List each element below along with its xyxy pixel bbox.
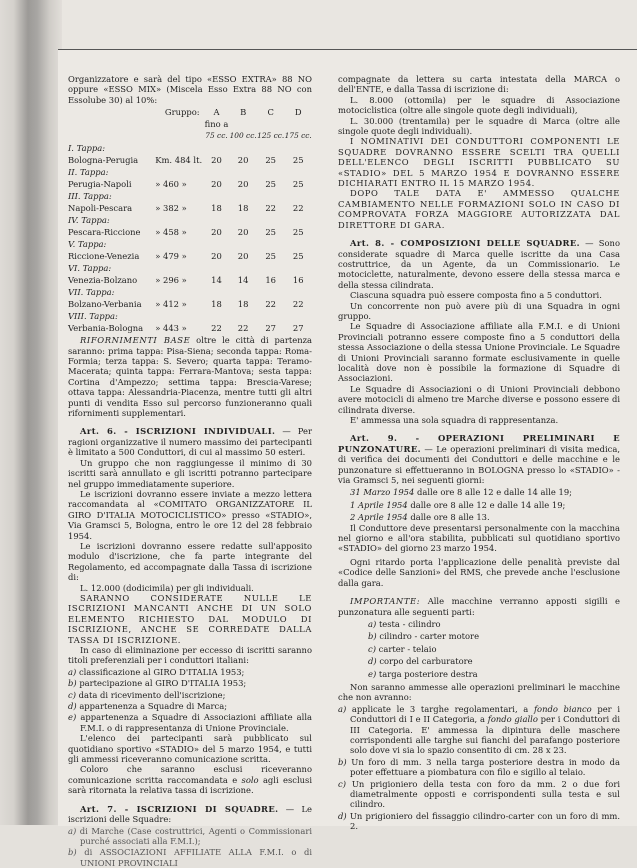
stage-label-row bbox=[68, 238, 312, 250]
km-unit: lt. bbox=[193, 155, 203, 166]
km-prefix: » bbox=[155, 203, 161, 214]
stage-distance bbox=[155, 226, 203, 238]
class-a: 75 cc. bbox=[205, 131, 228, 141]
stage-row bbox=[68, 154, 312, 166]
requirements-list bbox=[338, 704, 620, 832]
art7-title: Art. 7. - ISCRIZIONI DI SQUADRE. bbox=[80, 803, 279, 814]
fuel-liters: 20 bbox=[237, 251, 249, 262]
fuel-liters: 18 bbox=[211, 299, 222, 310]
fuel-intro: Organizzatore e sarà del tipo «ESSO EXTRA» 88 NO oppure «ESSO MIX» (Miscela Esso Extra 88 NO con Essolube 30) al 10%: bbox=[68, 74, 312, 105]
list-marker: a) bbox=[338, 703, 347, 714]
art8-heading bbox=[338, 238, 620, 290]
list-text: carter - telaio bbox=[378, 643, 437, 654]
stage-label-row bbox=[68, 166, 312, 178]
stage-route: Bolzano-Verbania bbox=[68, 299, 142, 310]
list-marker: c) bbox=[338, 778, 346, 789]
art6-p6: L'elenco dei partecipanti sarà pubblicato sul quotidiano sportivo «STADIO» del 5 marzo 1954, e tutti gli ammessi riceveranno comunicazione scritta. bbox=[68, 733, 312, 765]
list-text: Un prigioniero della testa con foro da mm. 2 o due fori diametralmente opposti e corrispondenti sulla testa e sul cilindro. bbox=[350, 778, 620, 810]
list-item bbox=[338, 669, 620, 679]
stage-distance bbox=[155, 202, 203, 214]
list-text: classificazione al GIRO D'ITALIA 1953; bbox=[78, 666, 245, 677]
km-prefix: » bbox=[155, 179, 161, 190]
rifornimenti-title: RIFORNIMENTI BASE bbox=[80, 335, 191, 346]
art9-title: Art. 9. - OPERAZIONI PRELIMINARI E PUNZONATURE. bbox=[338, 433, 620, 454]
stage-row bbox=[68, 250, 312, 262]
class-b: 100 cc. bbox=[229, 131, 257, 141]
fee-marca: L. 30.000 (trentamila) per le squadre di Marca (oltre alle singole quote degli individuali). bbox=[338, 115, 620, 137]
stage-row bbox=[68, 298, 312, 310]
list-item bbox=[68, 667, 312, 677]
stage-label: I. Tappa: bbox=[68, 143, 106, 154]
stage-distance bbox=[155, 154, 203, 166]
stage-distance bbox=[155, 250, 203, 262]
date-line bbox=[350, 500, 620, 510]
list-item bbox=[68, 690, 312, 700]
list-text: di ASSOCIAZIONI AFFILIATE ALLA F.M.I. o di UNIONI PROVINCIALI bbox=[80, 847, 312, 868]
list-text: corpo del carburatore bbox=[379, 656, 473, 667]
list-item bbox=[338, 631, 620, 641]
list-text: per i Conduttori di I e II Categoria, a bbox=[350, 703, 620, 725]
book-gutter-shadow bbox=[0, 0, 62, 825]
stage-label: V. Tappa: bbox=[68, 239, 107, 250]
fuel-liters: 25 bbox=[292, 155, 304, 166]
stage-route: Riccione-Venezia bbox=[68, 251, 140, 262]
km-unit: » bbox=[181, 251, 187, 262]
art6-preference-list bbox=[68, 667, 312, 733]
list-item bbox=[68, 712, 312, 733]
date-hours: dalle ore 8 alle 12 e dalle 14 alle 19; bbox=[407, 499, 566, 510]
rifornimenti-paragraph bbox=[68, 335, 312, 418]
art6-p7-italic: solo bbox=[241, 774, 259, 785]
stage-row bbox=[68, 274, 312, 286]
art9-dates bbox=[338, 487, 620, 522]
class-d: 175 cc. bbox=[284, 131, 312, 141]
fuel-table-classes bbox=[68, 130, 312, 142]
date-hours: dalle ore 8 alle 12 e dalle 14 alle 19; bbox=[414, 487, 572, 498]
date: 2 Aprile 1954 bbox=[350, 512, 408, 523]
stage-distance bbox=[155, 178, 203, 190]
km-unit: » bbox=[181, 323, 187, 334]
art6-p5: In caso di eliminazione per eccesso di iscritti saranno titoli preferenziali per i conduttori italiani: bbox=[68, 645, 312, 666]
stage-label-row bbox=[68, 310, 312, 322]
km-unit: » bbox=[181, 179, 187, 190]
fuel-liters: 25 bbox=[292, 251, 304, 262]
list-marker: e) bbox=[368, 668, 377, 679]
fuel-liters: 25 bbox=[265, 251, 276, 262]
fuel-liters: 22 bbox=[265, 203, 276, 214]
list-item bbox=[338, 779, 620, 810]
art6-p7-b: agli esclusi sarà ritornata la relativa tassa di iscrizione. bbox=[68, 774, 312, 796]
km-value: 460 bbox=[162, 179, 179, 190]
list-item bbox=[338, 656, 620, 666]
stage-row bbox=[68, 202, 312, 214]
stage-label-row bbox=[68, 142, 312, 154]
list-item bbox=[68, 701, 312, 711]
list-marker: b) bbox=[68, 678, 77, 689]
fuel-liters: 18 bbox=[237, 203, 249, 214]
art9-p1: — Le operazioni preliminari di visita medica, di verifica dei documenti dei Conduttori e delle macchine e le punzonature si effettueranno in BOLOGNA presso lo «STADIO» - via Gramsci 5, nei seguenti giorni: bbox=[338, 443, 620, 486]
list-marker: e) bbox=[68, 712, 77, 723]
nominativi-notice: I NOMINATIVI DEI CONDUTTORI COMPONENTI LE SQUADRE DOVRANNO ESSERE SCELTI TRA QUELLI DELL'ELENCO DEGLI ISCRITTI PUBBLICATO SU «STADIO» DEL 5 MARZO 1954 E DOVRANNO ESSERE DICHIARATI ENTRO IL 15 MARZO 1954. bbox=[338, 136, 620, 189]
km-value: 412 bbox=[162, 299, 179, 310]
km-unit: » bbox=[181, 275, 187, 286]
art6-p1: — Per ragioni organizzative il numero massimo dei partecipanti è limitato a 500 Conduttori, di cui al massimo 50 esteri. bbox=[68, 426, 312, 458]
stage-label: VII. Tappa: bbox=[68, 287, 115, 298]
art8-title: Art. 8. - COMPOSIZIONI DELLE SQUADRE. bbox=[350, 238, 580, 249]
km-value: 443 bbox=[162, 323, 179, 334]
date-line bbox=[350, 512, 620, 522]
list-text: Un prigioniero del fissaggio cilindro-carter con un foro di mm. 2. bbox=[349, 810, 620, 832]
art8-p6: E' ammessa una sola squadra di rappresentanza. bbox=[350, 415, 559, 425]
list-item bbox=[68, 826, 312, 847]
fuel-table bbox=[68, 106, 312, 334]
km-value: 458 bbox=[162, 227, 179, 238]
fuel-liters: 20 bbox=[211, 179, 222, 190]
stage-label-row bbox=[68, 262, 312, 274]
list-item bbox=[338, 644, 620, 654]
important-paragraph bbox=[338, 596, 620, 617]
date-line bbox=[350, 487, 620, 497]
fuel-liters: 14 bbox=[237, 275, 249, 286]
fuel-liters: 16 bbox=[292, 275, 304, 286]
list-text-italic: fondo giallo bbox=[487, 714, 538, 725]
list-item bbox=[338, 811, 620, 832]
km-value: 479 bbox=[162, 251, 179, 262]
group-a: A bbox=[213, 107, 220, 118]
art8-p2: Ciascuna squadra può essere composta fino a 5 conduttori. bbox=[350, 290, 602, 301]
cambiamento-notice: DOPO TALE DATA E' AMMESSO QUALCHE CAMBIAMENTO NELLE FORMAZIONI SOLO IN CASO DI COMPROVATA FORZA MAGGIORE AUTORIZZATA DAL DIRETTORE DI GARA. bbox=[338, 188, 620, 230]
group-d: D bbox=[294, 107, 302, 118]
art6-p3: Le iscrizioni dovranno essere inviate a mezzo lettera raccomandata al «COMITATO ORGANIZZATORE IL GIRO D'ITALIA MOTOCICLISTICO» presso «STADIO», Via Gramsci 5, Bologna, entro le ore 12 del 28 febbraio 1954. bbox=[68, 488, 312, 541]
fuel-table-header bbox=[68, 106, 312, 118]
list-text: appartenenza a Squadre di Marca; bbox=[79, 701, 228, 712]
art9-p3: Ogni ritardo porta l'applicazione delle penalità previste dal «Codice delle Sanzioni» del RMS, che prevede anche l'esclusione dalla gara. bbox=[338, 556, 620, 588]
stage-distance bbox=[155, 298, 203, 310]
list-text: cilindro - carter motore bbox=[379, 631, 480, 642]
list-text: per i Conduttori di III Categoria. E' ammessa la dipintura delle maschere corrispondenti alle targhe sui fianchi del parafango posteriore solo dove vi sia lo spazio consentito di cm. 28 x 23. bbox=[350, 714, 620, 756]
art8-p1: — Sono considerate squadre di Marca quelle iscritte da una Casa costruttrice, da un Agente, da un Commissionario. Le motociclette, naturalmente, devono essere della stessa marca e della stessa cilindrata. bbox=[338, 238, 620, 290]
art7-p1: — Le iscrizioni delle Squadre: bbox=[68, 803, 312, 825]
left-column bbox=[68, 74, 312, 868]
list-text: appartenenza a Squadre di Associazioni affiliate alla F.M.I. o di rappresentanza di Unione Provinciale. bbox=[80, 712, 312, 733]
stage-route: Pescara-Riccione bbox=[68, 227, 141, 238]
art8-p4: Le Squadre di Associazione affiliate alla F.M.I. e di Unioni Provinciali potranno essere composte fino a 5 conduttori della stessa Associazione o della stessa Unione Provinciale. Le Squadre di Unioni Provinciali saranno formate esclusivamente in quelle località dove non è possibile la formazione di Squadre di Associazioni. bbox=[338, 321, 620, 384]
list-item bbox=[338, 704, 620, 756]
group-b: B bbox=[240, 107, 247, 118]
list-text: di Marche (Case costruttrici, Agenti o Commissionari purché associati alla F.M.I.); bbox=[79, 825, 312, 846]
fino-a-label: fino a bbox=[204, 119, 229, 130]
group-label: Gruppo: bbox=[164, 107, 200, 118]
km-prefix: » bbox=[155, 227, 161, 238]
art7-heading bbox=[68, 804, 312, 825]
fuel-liters: 22 bbox=[292, 299, 304, 310]
list-item bbox=[338, 757, 620, 778]
art6-caps-notice: SARANNO CONSIDERATE NULLE LE ISCRIZIONI MANCANTI ANCHE DI UN SOLO ELEMENTO RICHIESTO DAL MODULO DI ISCRIZIONE, ANCHE SE CORREDATE DALLA TASSA DI ISCRIZIONE. bbox=[68, 592, 312, 645]
date: 31 Marzo 1954 bbox=[350, 487, 415, 498]
fuel-liters: 22 bbox=[292, 203, 304, 214]
stage-label: III. Tappa: bbox=[68, 191, 112, 202]
fuel-liters: 20 bbox=[237, 179, 249, 190]
art9-p4: Non saranno ammesse alle operazioni preliminari le macchine che non avranno: bbox=[338, 681, 620, 703]
art7-continuation: compagnate da lettera su carta intestata della MARCA o dell'ENTE, e dalla Tassa di iscrizione di: bbox=[338, 74, 620, 95]
fuel-table-subheader bbox=[68, 118, 312, 130]
list-marker: d) bbox=[68, 701, 77, 712]
list-text: data di ricevimento dell'iscrizione; bbox=[78, 689, 226, 700]
stage-route: Perugia-Napoli bbox=[68, 179, 132, 190]
stage-route: Venezia-Bolzano bbox=[68, 275, 138, 286]
fuel-liters: 25 bbox=[292, 227, 304, 238]
art6-p2: Un gruppo che non raggiungesse il minimo di 30 iscritti sarà annullato e gli iscritti potranno partecipare nel gruppo immediatamente superiore. bbox=[68, 457, 312, 489]
rifornimenti-text: oltre le città di partenza saranno: prima tappa: Pisa-Siena; seconda tappa: Roma-Formia; terza tappa: S. Severo; quarta tappa: Teramo-Macerata; quinta tappa: Ferrara-Mantova; sesta tappa: Cortina d'Ampezzo; settima tappa: Brescia-Varese; ottava tappa: Alessandria-Piacenza, mentre tutti gli altri punti di vendita Esso sul percorso funzioneranno quali rifornimenti supplementari. bbox=[68, 335, 313, 419]
list-text-italic: fondo bianco bbox=[533, 703, 592, 714]
fuel-liters: 20 bbox=[211, 251, 222, 262]
km-prefix: » bbox=[155, 251, 161, 262]
list-item bbox=[68, 847, 312, 868]
fuel-liters: 16 bbox=[265, 275, 276, 286]
list-marker: a) bbox=[68, 666, 77, 677]
art8-p5: Le Squadre di Associazioni o di Unioni Provinciali debbono avere motocicli di almeno tre Marche diverse e possono essere di cilindrata diverse. bbox=[338, 383, 620, 415]
stage-label-row bbox=[68, 286, 312, 298]
fuel-liters: 27 bbox=[292, 323, 304, 334]
stage-row bbox=[68, 226, 312, 238]
km-unit: » bbox=[181, 227, 187, 238]
art6-title: Art. 6. - ISCRIZIONI INDIVIDUALI. bbox=[80, 426, 276, 437]
fuel-liters: 20 bbox=[211, 227, 222, 238]
km-unit: » bbox=[181, 299, 187, 310]
page-top-margin bbox=[62, 0, 637, 49]
right-column bbox=[338, 74, 620, 832]
important-text: Alle macchine verranno apposti sigilli e punzonatura alle seguenti parti: bbox=[338, 596, 620, 617]
art6-p7 bbox=[68, 764, 312, 795]
list-marker: c) bbox=[368, 643, 376, 654]
fuel-liters: 25 bbox=[292, 179, 304, 190]
stage-route: Bologna-Perugia bbox=[68, 155, 139, 166]
date-hours: dalle ore 8 alle 13. bbox=[407, 512, 490, 523]
fuel-liters: 20 bbox=[237, 227, 249, 238]
km-prefix: » bbox=[155, 323, 161, 334]
list-marker: a) bbox=[368, 618, 377, 629]
list-marker: a) bbox=[68, 825, 77, 836]
stage-distance bbox=[155, 274, 203, 286]
fuel-liters: 25 bbox=[265, 155, 276, 166]
list-marker: b) bbox=[368, 631, 377, 642]
list-marker: d) bbox=[338, 810, 347, 821]
stage-label: IV. Tappa: bbox=[68, 215, 110, 226]
art6-p4: Le iscrizioni dovranno essere redatte sull'apposito modulo d'iscrizione, che fa parte integrante del Regolamento, ed accompagnate dalla Tassa di iscrizione di: bbox=[68, 540, 312, 583]
stage-row bbox=[68, 322, 312, 334]
fuel-liters: 22 bbox=[211, 323, 222, 334]
art9-p2: Il Conduttore deve presentarsi personalmente con la macchina nel giorno e all'ora stabilita, pubblicati sul quotidiano sportivo «STADIO» del giorno 23 marzo 1954. bbox=[338, 522, 620, 554]
important-label: IMPORTANTE: bbox=[350, 596, 421, 607]
fuel-liters: 20 bbox=[237, 155, 249, 166]
stage-row bbox=[68, 178, 312, 190]
list-text: Un foro di mm. 3 nella targa posteriore destra in modo da poter effettuare a piombatura con filo e sigillo al telaio. bbox=[350, 756, 620, 778]
list-text: targa posteriore destra bbox=[378, 668, 478, 679]
km-prefix: Km. bbox=[155, 155, 173, 166]
date: 1 Aprile 1954 bbox=[350, 499, 408, 510]
stage-label: II. Tappa: bbox=[68, 167, 109, 178]
list-text: partecipazione al GIRO D'ITALIA 1953; bbox=[79, 678, 247, 689]
art6-heading bbox=[68, 426, 312, 457]
class-c: 125 cc. bbox=[257, 131, 285, 141]
fuel-liters: 18 bbox=[237, 299, 249, 310]
art8-p3: Un concorrente non può avere più di una Squadra in ogni gruppo. bbox=[338, 300, 620, 321]
fee-associazione: L. 8.000 (ottomila) per le squadre di Associazione motociclistica (oltre alle singole quote degli individuali), bbox=[338, 94, 620, 116]
stage-distance bbox=[155, 322, 203, 334]
stage-route: Napoli-Pescara bbox=[68, 203, 133, 214]
fuel-liters: 25 bbox=[265, 179, 276, 190]
art6-fee: L. 12.000 (dodicimila) per gli individuali. bbox=[80, 582, 254, 593]
list-marker: b) bbox=[338, 756, 347, 767]
km-unit: » bbox=[181, 203, 187, 214]
fuel-liters: 20 bbox=[211, 155, 222, 166]
stage-label-row bbox=[68, 214, 312, 226]
km-prefix: » bbox=[155, 299, 161, 310]
fuel-liters: 14 bbox=[211, 275, 222, 286]
art6-p7-a: Coloro che saranno esclusi riceveranno comunicazione scritta raccomandata e bbox=[68, 764, 312, 785]
km-value: 484 bbox=[174, 155, 191, 166]
list-marker: d) bbox=[368, 656, 377, 667]
list-text: applicate le 3 targhe regolamentari, a bbox=[351, 703, 534, 714]
fuel-liters: 25 bbox=[265, 227, 276, 238]
list-text: testa - cilindro bbox=[378, 618, 441, 629]
group-c: C bbox=[267, 107, 274, 118]
art9-heading bbox=[338, 433, 620, 485]
fuel-liters: 22 bbox=[265, 299, 276, 310]
km-value: 382 bbox=[162, 203, 179, 214]
list-marker: c) bbox=[68, 689, 76, 700]
list-marker: b) bbox=[68, 847, 77, 858]
list-item bbox=[338, 619, 620, 629]
km-value: 296 bbox=[162, 275, 179, 286]
stage-label: VI. Tappa: bbox=[68, 263, 112, 274]
stage-route: Verbania-Bologna bbox=[68, 323, 144, 334]
stage-label-row bbox=[68, 190, 312, 202]
sealed-parts-list bbox=[338, 619, 620, 679]
fuel-liters: 18 bbox=[211, 203, 222, 214]
fuel-liters: 22 bbox=[237, 323, 249, 334]
km-prefix: » bbox=[155, 275, 161, 286]
list-item bbox=[68, 678, 312, 688]
fuel-liters: 27 bbox=[265, 323, 276, 334]
stage-label: VIII. Tappa: bbox=[68, 311, 118, 322]
